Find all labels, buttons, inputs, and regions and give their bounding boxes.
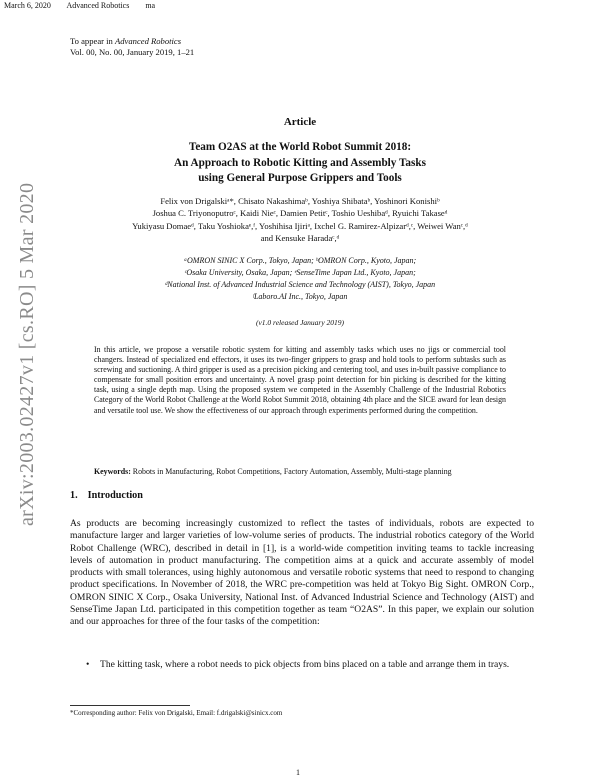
- intro-paragraph: As products are becoming increasingly customized to reflect the tastes of individuals, robots are expected to manufacture larger and larger varieties of low-volume series of products. The industrial robotics category of the World Robot Challenge (WRC), described in detail in [1], is a world-wide competition inviting teams to tackle increasing levels of automation in product manufacturing. The competition aims at a quick and accurate assembly of model products with small tolerances, using highly autonomous and versatile robotic systems that need to respond to changing product specifications. In November of 2018, the WRC pre-competition was held at Tokyo Big Sight. OMRON Corp., OMRON SINIC X Corp., Osaka University, National Inst. of Advanced Industrial Science and Technology (AIST) and SenseTime Japan Ltd. participated in this competition together as team “O2AS”. In this paper, we explain our solution and our approaches for three of the four tasks of the competition:: [70, 518, 534, 628]
- footnote-rule: [70, 705, 190, 706]
- appear-notice: [70, 36, 194, 57]
- section-heading: [70, 490, 153, 501]
- keywords-text: Robots in Manufacturing, Robot Competitions, Factory Automation, Assembly, Multi-stage planning: [130, 467, 452, 476]
- header-journal: Advanced Robotics: [66, 1, 130, 10]
- appear-journal: Advanced Robotics: [114, 36, 182, 46]
- header-tag: ma: [145, 1, 156, 10]
- arxiv-stamp: arXiv:2003.02427v1 [cs.RO] 5 Mar 2020: [16, 182, 38, 526]
- title-line: Team O2AS at the World Robot Summit 2018:: [188, 141, 412, 153]
- author-list: [70, 195, 530, 245]
- section-number: 1.: [70, 490, 78, 501]
- bullet-text: The kitting task, where a robot needs to pick objects from bins placed on a table and arrange them in trays.: [100, 659, 510, 670]
- page-number: 1: [296, 768, 300, 777]
- affiliations: [70, 255, 530, 303]
- bullet-list-item: [86, 659, 534, 671]
- author-line: and Kensuke Haradaᶜ,ᵈ: [260, 233, 340, 244]
- title-line: An Approach to Robotic Kitting and Assembly Tasks: [174, 156, 426, 169]
- volume-line: Vol. 00, No. 00, January 2019, 1–21: [70, 46, 195, 57]
- keywords: [94, 467, 506, 477]
- section-title: Introduction: [87, 490, 143, 501]
- title-line: using General Purpose Grippers and Tools: [198, 172, 402, 184]
- header-date: March 6, 2020: [4, 1, 51, 10]
- footnote: *Corresponding author: Felix von Drigalski, Email: f.drigalski@sinicx.com: [70, 709, 283, 717]
- version-note: (v1.0 released January 2019): [255, 318, 345, 327]
- article-label: Article: [283, 116, 317, 128]
- bullet-icon: •: [86, 659, 90, 670]
- running-header: [4, 1, 169, 10]
- keywords-label: Keywords:: [94, 467, 131, 476]
- affiliation-line: ᵈNational Inst. of Advanced Industrial Science and Technology (AIST), Tokyo, Japan: [164, 280, 436, 289]
- author-line: Yukiyasu Domaeᵈ, Taku Yoshiokaᵉ,ᶠ, Yoshihisa Ijiriᵃ, Ixchel G. Ramirez-Alpizarᵈ,ᶜ, Weiwei Wanᶜ,ᵈ: [132, 220, 468, 231]
- abstract: In this article, we propose a versatile robotic system for kitting and assembly tasks which uses no jigs or commercial tool changers. Instead of specialized end effectors, it uses its two-finger grippers to grasp and hold tools to perform subtasks such as screwing and suctioning. A third gripper is used as a precision picking and centering tool, and uses in-built passive compliance to compensate for small position errors and uncertainty. A novel grasp point detection for bin picking is described for the kitting task, using a single depth map. Using the proposed system we competed in the Assembly Challenge of the Industrial Robotics Category of the World Robot Challenge at the World Robot Summit 2018, obtaining 4th place and the SICE award for lean design and versatile tool use. We show the effectiveness of our approach through experiments performed during the competition.: [94, 345, 506, 415]
- affiliation-line: ᵃOMRON SINIC X Corp., Tokyo, Japan; ᵇOMRON Corp., Kyoto, Japan;: [183, 256, 417, 265]
- author-line: Joshua C. Triyonoputroᶜ, Kaidi Nieᶜ, Damien Petitᶜ, Toshio Ueshibaᵈ, Ryuichi Takaseᵈ: [152, 208, 448, 219]
- author-line: Felix von Drigalskiᵃ*, Chisato Nakashimaᵇ, Yoshiya Shibataᵇ, Yoshinori Konishiᵇ: [160, 196, 440, 206]
- affiliation-line: ᶠLaboro.AI Inc., Tokyo, Japan: [252, 292, 348, 301]
- paper-title: [70, 140, 530, 187]
- appear-line: To appear in Advanced Robotics: [70, 36, 182, 46]
- affiliation-line: ᶜOsaka University, Osaka, Japan; ᵉSenseTime Japan Ltd., Kyoto, Japan;: [184, 268, 416, 277]
